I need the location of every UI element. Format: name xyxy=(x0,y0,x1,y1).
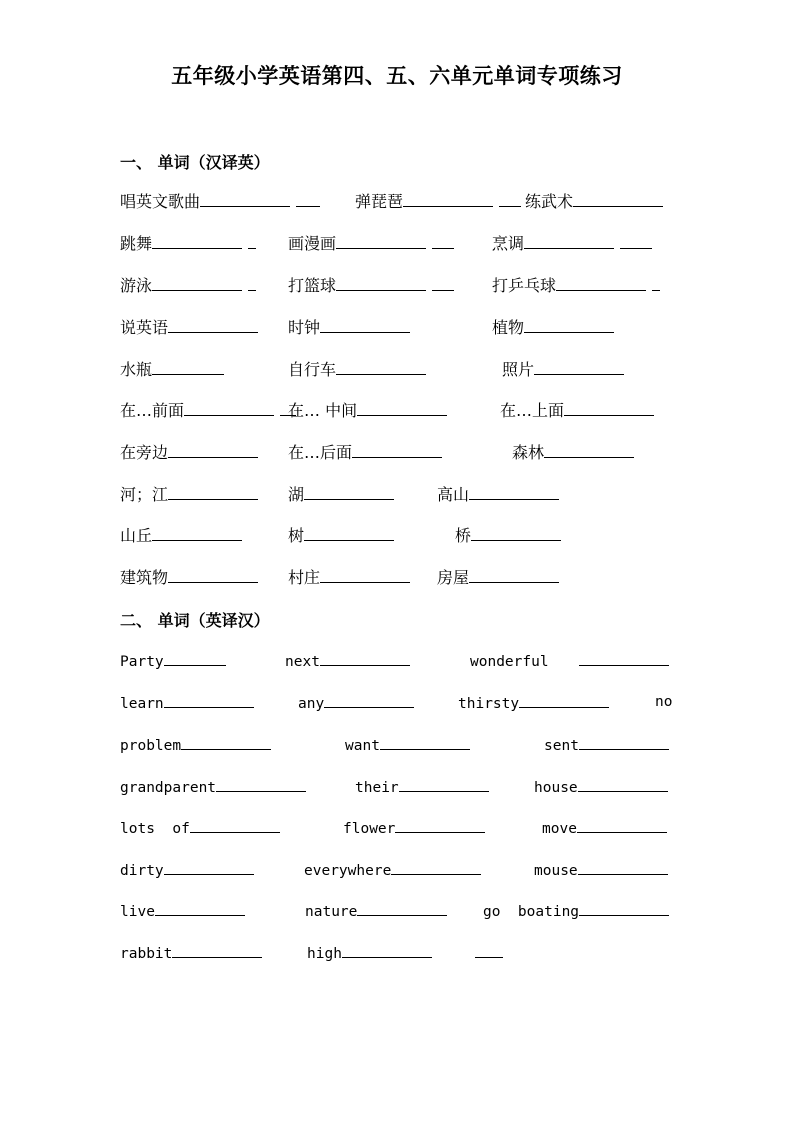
vocab-item xyxy=(437,565,559,590)
word-prompt: 打篮球 xyxy=(288,276,337,295)
vocab-item xyxy=(304,857,481,883)
vocab-item xyxy=(512,440,634,465)
vocab-item xyxy=(120,565,258,590)
word-prompt: 在… 中间 xyxy=(288,401,358,420)
vocab-item xyxy=(288,482,394,507)
answer-blank[interactable] xyxy=(391,857,481,875)
vocab-item xyxy=(288,231,454,256)
word-prompt: wonderful xyxy=(470,654,549,670)
word-prompt: go boating xyxy=(483,904,580,920)
vocab-item xyxy=(355,774,489,800)
answer-blank-extension[interactable] xyxy=(432,273,454,291)
answer-blank[interactable] xyxy=(352,440,442,458)
answer-blank[interactable] xyxy=(357,898,447,916)
vocab-item xyxy=(120,357,224,382)
word-prompt: 湖 xyxy=(288,485,305,504)
vocab-item xyxy=(288,565,410,590)
answer-blank[interactable] xyxy=(577,815,667,833)
word-prompt: 森林 xyxy=(512,443,545,462)
answer-blank[interactable] xyxy=(524,315,614,333)
section-heading-cn-to-en: 一、 单词（汉译英） xyxy=(120,153,270,172)
vocab-item xyxy=(525,189,663,214)
vocab-item xyxy=(120,940,262,966)
answer-blank[interactable] xyxy=(534,357,624,375)
answer-blank[interactable] xyxy=(324,690,414,708)
answer-blank[interactable] xyxy=(342,940,432,958)
word-prompt: 跳舞 xyxy=(120,234,153,253)
exercise-row xyxy=(0,440,794,464)
vocab-item xyxy=(305,898,447,924)
word-prompt: high xyxy=(307,946,342,962)
exercise-row xyxy=(0,357,794,381)
section-heading-en-to-cn: 二、 单词（英译汉） xyxy=(120,611,270,630)
answer-blank[interactable] xyxy=(164,648,226,666)
vocab-item xyxy=(343,815,485,841)
vocab-item xyxy=(437,482,559,507)
exercise-row xyxy=(0,482,794,506)
answer-blank[interactable] xyxy=(471,523,561,541)
exercise-row xyxy=(0,273,794,297)
word-prompt: 在…前面 xyxy=(120,401,185,420)
exercise-row xyxy=(0,940,794,964)
vocab-item xyxy=(120,690,254,716)
word-prompt: 照片 xyxy=(502,360,535,379)
vocab-item xyxy=(288,315,410,340)
vocab-item xyxy=(345,732,470,758)
answer-blank[interactable] xyxy=(469,565,559,583)
answer-blank[interactable] xyxy=(579,732,669,750)
vocab-item xyxy=(542,815,667,841)
answer-blank[interactable] xyxy=(336,231,426,249)
vocab-item xyxy=(120,231,256,256)
vocab-item xyxy=(655,690,672,714)
vocab-item xyxy=(288,273,454,298)
answer-blank[interactable] xyxy=(395,815,485,833)
answer-blank[interactable] xyxy=(168,440,258,458)
vocab-item xyxy=(307,940,432,966)
answer-blank[interactable] xyxy=(578,857,668,875)
vocab-item xyxy=(502,357,624,382)
answer-blank[interactable] xyxy=(216,774,306,792)
vocab-item xyxy=(120,648,226,674)
word-prompt: grandparent xyxy=(120,780,217,796)
word-prompt: their xyxy=(355,780,399,796)
answer-blank[interactable] xyxy=(155,898,245,916)
word-prompt: move xyxy=(542,821,577,837)
exercise-row xyxy=(0,315,794,339)
word-prompt: 在旁边 xyxy=(120,443,169,462)
word-prompt: 在…后面 xyxy=(288,443,353,462)
exercise-row xyxy=(0,565,794,589)
word-prompt: 游泳 xyxy=(120,276,153,295)
answer-blank[interactable] xyxy=(304,523,394,541)
answer-blank[interactable] xyxy=(357,398,447,416)
answer-blank[interactable] xyxy=(184,398,274,416)
word-prompt: live xyxy=(120,904,155,920)
answer-blank[interactable] xyxy=(190,815,280,833)
vocab-item xyxy=(120,774,306,800)
answer-blank[interactable] xyxy=(579,648,669,666)
word-prompt: 河；江 xyxy=(120,485,169,504)
answer-blank-extension[interactable] xyxy=(499,189,521,207)
word-prompt: no xyxy=(655,694,673,710)
word-prompt: rabbit xyxy=(120,946,173,962)
answer-blank-extension[interactable] xyxy=(248,231,256,249)
answer-blank[interactable] xyxy=(164,857,254,875)
exercise-row xyxy=(0,815,794,839)
answer-blank[interactable] xyxy=(320,315,410,333)
word-prompt: Party xyxy=(120,654,164,670)
word-prompt: thirsty xyxy=(458,696,520,712)
answer-blank[interactable] xyxy=(399,774,489,792)
answer-blank[interactable] xyxy=(152,273,242,291)
vocab-item xyxy=(298,690,414,716)
vocab-item xyxy=(288,398,447,423)
exercise-row xyxy=(0,857,794,881)
exercise-row xyxy=(0,398,794,422)
word-prompt: 建筑物 xyxy=(120,568,169,587)
word-prompt: 唱英文歌曲 xyxy=(120,192,201,211)
answer-blank-extension[interactable] xyxy=(248,273,256,291)
answer-blank[interactable] xyxy=(152,523,242,541)
answer-blank[interactable] xyxy=(152,231,242,249)
answer-blank[interactable] xyxy=(320,565,410,583)
vocab-item xyxy=(483,898,669,924)
vocab-item xyxy=(500,398,654,423)
word-prompt: 村庄 xyxy=(288,568,321,587)
word-prompt: 时钟 xyxy=(288,318,321,337)
answer-blank[interactable] xyxy=(380,732,470,750)
word-prompt: 高山 xyxy=(437,485,470,504)
word-prompt: any xyxy=(298,696,325,712)
word-prompt: 山丘 xyxy=(120,526,153,545)
word-prompt: 画漫画 xyxy=(288,234,337,253)
exercise-row xyxy=(0,523,794,547)
word-prompt: flower xyxy=(343,821,396,837)
answer-blank[interactable] xyxy=(164,690,254,708)
answer-blank[interactable] xyxy=(181,732,271,750)
answer-blank[interactable] xyxy=(304,482,394,500)
answer-blank-extension[interactable] xyxy=(432,231,454,249)
vocab-item xyxy=(120,815,280,841)
word-prompt: problem xyxy=(120,738,182,754)
vocab-item xyxy=(120,482,258,507)
vocab-item xyxy=(534,774,668,800)
word-prompt: 树 xyxy=(288,526,305,545)
answer-blank[interactable] xyxy=(320,648,410,666)
vocab-item xyxy=(544,732,669,758)
word-prompt: 打乒乓球 xyxy=(492,276,557,295)
word-prompt: sent xyxy=(544,738,579,754)
exercise-row xyxy=(0,732,794,756)
word-prompt: 说英语 xyxy=(120,318,169,337)
answer-blank[interactable] xyxy=(519,690,609,708)
vocab-item xyxy=(455,523,561,548)
answer-blank[interactable] xyxy=(172,940,262,958)
vocab-item xyxy=(120,857,254,883)
vocab-item xyxy=(470,648,669,674)
answer-blank[interactable] xyxy=(578,774,668,792)
answer-blank[interactable] xyxy=(475,940,503,958)
vocab-item xyxy=(120,732,271,758)
vocab-item xyxy=(285,648,410,674)
answer-blank[interactable] xyxy=(469,482,559,500)
answer-blank[interactable] xyxy=(564,398,654,416)
answer-blank[interactable] xyxy=(168,482,258,500)
page-title: 五年级小学英语第四、五、六单元单词专项练习 xyxy=(171,64,623,88)
answer-blank-extension[interactable] xyxy=(620,231,652,249)
exercise-row xyxy=(0,189,794,213)
word-prompt: everywhere xyxy=(304,863,392,879)
word-prompt: 房屋 xyxy=(437,568,470,587)
answer-blank[interactable] xyxy=(544,440,634,458)
answer-blank[interactable] xyxy=(336,273,426,291)
word-prompt: nature xyxy=(305,904,358,920)
answer-blank[interactable] xyxy=(200,189,290,207)
vocab-item xyxy=(120,523,242,548)
word-prompt: 水瓶 xyxy=(120,360,153,379)
word-prompt: 练武术 xyxy=(525,192,574,211)
word-prompt: 桥 xyxy=(455,526,472,545)
word-prompt: learn xyxy=(120,696,164,712)
answer-blank[interactable] xyxy=(524,231,614,249)
vocab-item xyxy=(355,189,521,214)
vocab-item xyxy=(120,273,256,298)
word-prompt: want xyxy=(345,738,380,754)
vocab-item xyxy=(492,315,614,340)
answer-blank[interactable] xyxy=(403,189,493,207)
vocab-item xyxy=(492,231,652,256)
vocab-item xyxy=(288,523,394,548)
vocab-item xyxy=(120,398,296,423)
exercise-row xyxy=(0,774,794,798)
answer-blank[interactable] xyxy=(152,357,224,375)
answer-blank[interactable] xyxy=(579,898,669,916)
word-prompt: 在…上面 xyxy=(500,401,565,420)
vocab-item xyxy=(120,315,258,340)
exercise-row xyxy=(0,231,794,255)
vocab-item xyxy=(475,940,503,966)
answer-blank[interactable] xyxy=(336,357,426,375)
word-prompt: 植物 xyxy=(492,318,525,337)
vocab-item xyxy=(288,440,442,465)
answer-blank[interactable] xyxy=(168,315,258,333)
word-prompt: 自行车 xyxy=(288,360,337,379)
word-prompt: dirty xyxy=(120,863,164,879)
vocab-item xyxy=(534,857,668,883)
word-prompt: house xyxy=(534,780,578,796)
answer-blank-extension[interactable] xyxy=(652,273,660,291)
answer-blank[interactable] xyxy=(573,189,663,207)
answer-blank[interactable] xyxy=(556,273,646,291)
vocab-item xyxy=(492,273,660,298)
vocab-item xyxy=(288,357,426,382)
word-prompt: next xyxy=(285,654,320,670)
answer-blank[interactable] xyxy=(168,565,258,583)
exercise-row xyxy=(0,690,794,714)
word-prompt: 弹琵琶 xyxy=(355,192,404,211)
word-prompt: mouse xyxy=(534,863,578,879)
word-prompt: lots of xyxy=(120,821,190,837)
vocab-item xyxy=(120,898,245,924)
vocab-item xyxy=(458,690,609,716)
exercise-row xyxy=(0,648,794,672)
word-prompt: 烹调 xyxy=(492,234,525,253)
exercise-row xyxy=(0,898,794,922)
answer-blank-extension[interactable] xyxy=(296,189,320,207)
vocab-item xyxy=(120,440,258,465)
vocab-item xyxy=(120,189,320,214)
